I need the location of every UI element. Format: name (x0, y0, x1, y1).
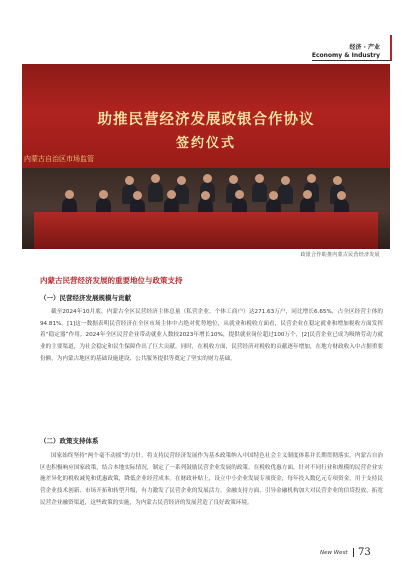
signing-ceremony-photo (22, 64, 390, 249)
header-accent-bar (390, 35, 392, 61)
photo-caption: 政银合作助推内蒙古民营经济发展 (300, 252, 380, 258)
banner-left-text: 内蒙古自治区市场监管 (24, 155, 94, 163)
banner-subtitle: 签约仪式 (175, 136, 236, 151)
magazine-name: New West (320, 550, 348, 556)
section1-title: （一）民营经济发展规模与贡献 (40, 294, 131, 302)
section2-title: （二）政策支持体系 (40, 437, 99, 445)
standing-person (278, 184, 293, 204)
header-divider (312, 60, 390, 61)
banner-title: 助推民营经济发展政银合作协议 (97, 111, 315, 128)
article-heading: 内蒙古民营经济发展的重要地位与政策支持 (40, 276, 183, 285)
page-number: 73 (358, 547, 371, 558)
section-header (312, 44, 380, 60)
footer-divider (353, 548, 354, 557)
signing-table (34, 212, 378, 249)
section-title-en: Economy & Industry (311, 52, 380, 59)
standing-person (148, 182, 163, 202)
section-title-cn: 经济 · 产业 (349, 44, 380, 51)
section1-paragraph: 截至2024年10月底，内蒙古全区民营经济主体总量（私营企业、个体工商户）达271.63万户，同比增长6.65%，占全区经营主体的94.81%。[1]这一数据表明民营经济在全区市场主体中占绝对优势地位，从就业和税收方面看，民营企业在稳定就业和增加税收方面发挥着“稳定器”作用。2024年全区民营企业带动就业人数较2023年增长10%，提供就业岗位超过100万个，[2]民营企业已成为吸纳劳动力就业的主要渠道，为社会稳定和民生保障作出了巨大贡献。同时，在税收方面，民营经济对税收的贡献逐年增加，在地方财政收入中占据重要份额，为内蒙古地区的基础设施建设、公共服务提供等奠定了坚实的财力基础。 (40, 309, 383, 362)
ceremony-banner (22, 64, 390, 168)
standing-person (252, 182, 267, 202)
section2-paragraph: 国家始终坚持“两个毫不动摇”的方针，将支持民营经济发展作为基本政策纳入中国特色社会主义制度体系并长期贯彻落实。内蒙古自治区也积极响应国家政策，结合本地实际情况，制定了一系列鼓励民营企业发展的政策。在税收优惠方面，针对不同行业和规模的民营企业实施差异化的税收减免和优惠政策，降低企业经营成本。在财政补贴上，设立中小企业发展专项资金，每年投入数亿元专项资金，用于支持民营企业技术创新、市场开拓和转型升级，有力激发了民营企业的发展活力。金融支持方面，引导金融机构加大对民营企业的信贷投放，拓宽民营企业融资渠道，这些政策的实施，为内蒙古民营经济的发展营造了良好政策环境。 (40, 453, 383, 506)
